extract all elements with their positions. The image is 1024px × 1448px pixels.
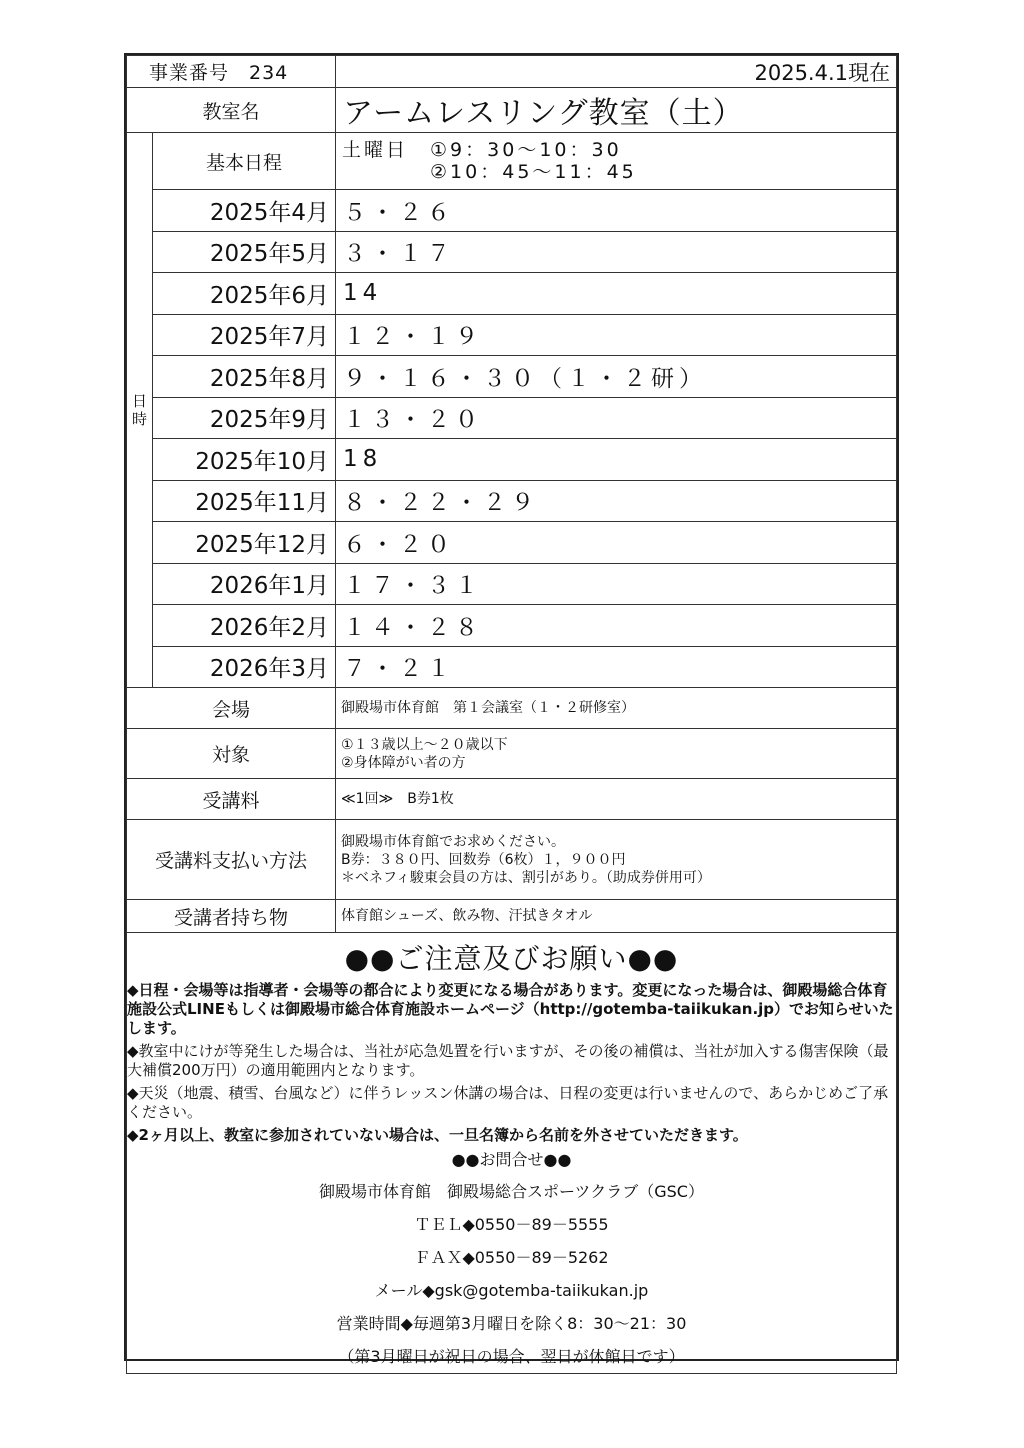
class-info-table [126, 55, 897, 1374]
month-dates: １３・２０ [336, 397, 897, 439]
month-label: 2025年8月 [153, 356, 336, 398]
notes-section [127, 933, 897, 1374]
month-dates: 14 [336, 273, 897, 315]
basic-schedule-line-2: ②10：45～11：45 [342, 161, 637, 183]
month-dates: ５・２６ [336, 190, 897, 232]
class-name: アームレスリング教室（土） [336, 88, 897, 133]
month-row [127, 190, 897, 232]
month-row [127, 605, 897, 647]
month-dates: ３・１７ [336, 231, 897, 273]
note-disaster: ◆天災（地震、積雪、台風など）に伴うレッスン休講の場合は、日程の変更は行いませんので、あらかじめご了承ください。 [127, 1084, 889, 1121]
month-label: 2025年10月 [153, 439, 336, 481]
target-row [127, 729, 897, 779]
target-label: 対象 [127, 729, 336, 779]
basic-schedule-line-1: 土曜日 ①9：30～10：30 [342, 139, 622, 161]
fee-label: 受講料 [127, 779, 336, 820]
note-injury: ◆教室中にけが等発生した場合は、当社が応急処置を行いますが、その後の補償は、当社が加入する傷害保険（最大補償200万円）の適用範囲内となります。 [127, 1042, 889, 1079]
month-dates: １７・３１ [336, 563, 897, 605]
header-row [127, 56, 897, 88]
month-label: 2025年11月 [153, 480, 336, 522]
payment-row [127, 820, 897, 900]
schedule-side-label [127, 133, 153, 688]
contact-tel: ＴＥＬ◆0550－89－5555 [414, 1215, 609, 1234]
month-row [127, 439, 897, 481]
basic-schedule-row [127, 133, 897, 190]
month-dates: １２・１９ [336, 314, 897, 356]
as-of-date: 2025.4.1現在 [336, 56, 897, 88]
contact-title: ●●お問合せ●● [451, 1150, 572, 1169]
month-row [127, 231, 897, 273]
month-row [127, 563, 897, 605]
contact-holiday: （第3月曜日が祝日の場合、翌日が休館日です） [338, 1347, 685, 1366]
contact-hours: 営業時間◆毎週第3月曜日を除く8：30～21：30 [336, 1314, 687, 1333]
items-row [127, 900, 897, 933]
side-char-1: 日 [131, 392, 147, 410]
fee-row [127, 779, 897, 820]
note-schedule-change: ◆日程・会場等は指導者・会場等の都合により変更になる場合があります。変更になった場合は、御殿場総合体育施設公式LINEもしくは御殿場市総合体育施設ホームページ（http://gotemba-taiikukan.jp）でお知らせいたします。 [127, 981, 894, 1037]
jigyo-number: 事業番号 234 [127, 56, 336, 88]
month-row [127, 273, 897, 315]
contact-mail: メール◆gsk@gotemba-taiikukan.jp [374, 1281, 649, 1300]
items-label: 受講者持ち物 [127, 900, 336, 933]
month-label: 2025年6月 [153, 273, 336, 315]
class-name-label: 教室名 [127, 88, 336, 133]
target-line-1: ①１３歳以上～２０歳以下 [341, 736, 508, 753]
target-value [336, 729, 897, 779]
venue-label: 会場 [127, 688, 336, 729]
month-dates: ７・２１ [336, 646, 897, 688]
month-dates: １４・２８ [336, 605, 897, 647]
items-value: 体育館シューズ、飲み物、汗拭きタオル [336, 900, 897, 933]
month-label: 2026年2月 [153, 605, 336, 647]
fee-value: ≪1回≫ B券1枚 [336, 779, 897, 820]
contact-org: 御殿場市体育館 御殿場総合スポーツクラブ（GSC） [319, 1182, 704, 1201]
month-label: 2025年12月 [153, 522, 336, 564]
month-label: 2026年1月 [153, 563, 336, 605]
month-row [127, 314, 897, 356]
notes-row [127, 933, 897, 1374]
month-row [127, 522, 897, 564]
payment-line-1: 御殿場市体育館でお求めください。 [341, 833, 566, 850]
payment-value [336, 820, 897, 900]
contact-fax: ＦＡＸ◆0550－89－5262 [414, 1248, 609, 1267]
venue-value: 御殿場市体育館 第１会議室（１・２研修室） [336, 688, 897, 729]
basic-schedule [336, 133, 897, 190]
venue-row [127, 688, 897, 729]
month-label: 2025年4月 [153, 190, 336, 232]
month-label: 2025年7月 [153, 314, 336, 356]
month-label: 2026年3月 [153, 646, 336, 688]
payment-line-3: ＊ベネフィ駿東会員の方は、割引があり。（助成券併用可） [341, 869, 711, 886]
month-label: 2025年9月 [153, 397, 336, 439]
class-info-sheet [124, 53, 899, 1366]
class-name-row [127, 88, 897, 133]
note-absence: ◆2ヶ月以上、教室に参加されていない場合は、一旦名簿から名前を外させていただきます。 [127, 1126, 748, 1144]
month-dates: 18 [336, 439, 897, 481]
month-dates: ８・２２・２９ [336, 480, 897, 522]
month-row [127, 480, 897, 522]
payment-label: 受講料支払い方法 [127, 820, 336, 900]
target-line-2: ②身体障がい者の方 [341, 754, 466, 771]
month-row [127, 646, 897, 688]
notes-title: ●●ご注意及びお願い●● [344, 942, 679, 975]
payment-line-2: B券：３８０円、回数券（6枚）１，９００円 [341, 851, 626, 868]
contact-block [127, 1145, 896, 1373]
month-dates: ６・２０ [336, 522, 897, 564]
side-char-2: 時 [131, 410, 147, 428]
basic-schedule-label: 基本日程 [153, 133, 336, 190]
month-row [127, 397, 897, 439]
month-dates: ９・１６・３０（１・２研） [336, 356, 897, 398]
month-row [127, 356, 897, 398]
month-label: 2025年5月 [153, 231, 336, 273]
